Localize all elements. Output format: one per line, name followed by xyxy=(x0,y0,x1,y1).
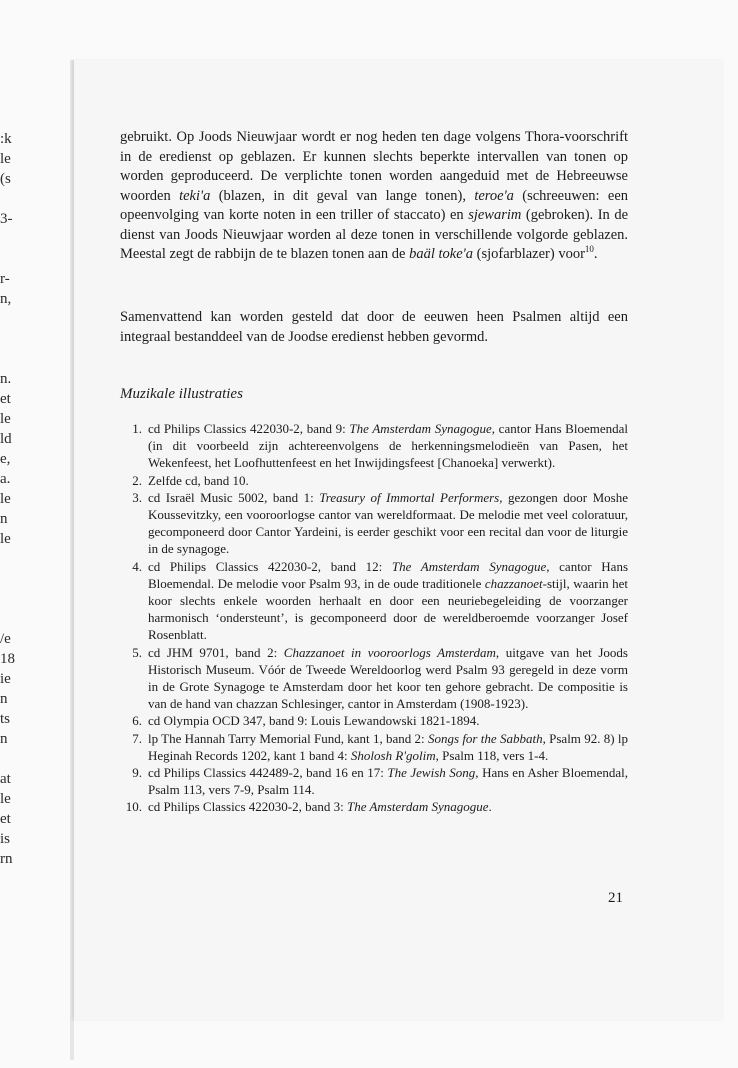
list-item xyxy=(120,489,628,558)
item-number: 4. xyxy=(132,558,142,574)
text-run: cd Israël Music 5002, band 1: xyxy=(148,489,320,505)
text-run: , Psalm 118, vers 1-4. xyxy=(435,747,549,763)
italic-term: baäl toke'a xyxy=(409,246,473,262)
margin-fragment: ts xyxy=(0,711,11,727)
text-run: cd JHM 9701, band 2: xyxy=(148,644,284,660)
text-run: -stijl, waarin het koor slechts enkele woorden herhaalt en door een neuriebegeleiding de voorzanger harmonisch ‘ondersteunt’, is gecomponeerd door de wereldberoemde voorzanger Josef Rosenblatt. xyxy=(148,575,629,643)
text-run: cd Olympia OCD 347, band 9: Louis Lewandowski 1821-1894. xyxy=(148,713,480,729)
list-item xyxy=(120,764,628,798)
margin-fragment: /e xyxy=(0,631,11,647)
text-run: , Psalm 92. 8) lp Heginah Records 1202, kant 1 band 4: xyxy=(148,730,629,763)
footnote-ref: 10 xyxy=(584,244,594,255)
list-item xyxy=(120,730,628,764)
list-item xyxy=(120,798,628,815)
margin-fragment: 3- xyxy=(0,211,13,227)
italic-term: teroe'a xyxy=(474,187,514,204)
text-run: lp The Hannah Tarry Memorial Fund, kant 1, band 2: xyxy=(148,730,428,746)
item-number: 7. xyxy=(132,730,142,746)
text-run: , uitgave van het Joods Historisch Museum. Vóór de Tweede Wereldoorlog werd Psalm 93 geregeld in deze vorm in de Grote Synagoge te Amsterdam door het koor ten gehore gebracht. De compositie is van de hand van chazzan Schlesinger, cantor in Amsterdam (1908-1923). xyxy=(148,644,628,712)
margin-fragment: n xyxy=(0,511,8,527)
margin-fragment: le xyxy=(0,151,11,167)
margin-fragment: a. xyxy=(0,471,11,487)
margin-fragment: le xyxy=(0,411,11,427)
italic-title: The Amsterdam Synagogue xyxy=(391,558,547,574)
margin-fragment: n xyxy=(0,731,8,747)
list-item xyxy=(120,420,628,472)
margin-fragment: is xyxy=(0,831,11,847)
italic-title: Chazzanoet in vooroorlogs Amsterdam xyxy=(283,644,496,660)
margin-fragment: et xyxy=(0,391,11,407)
italic-term: teki'a xyxy=(179,187,211,204)
text-run: (schreeuwen: een opeenvolging van korte noten in een triller of staccato) en xyxy=(120,187,629,223)
text-run: , gezongen door Moshe Koussevitzky, een vooroorlogse cantor van wereldformaat. De melodie met veel coloratuur, gecomponeerd door Cantor Yardeini, is eerder geschikt voor een recital dan voor de liturgie in de synagoge. xyxy=(148,489,629,557)
text-run: , cantor Hans Bloemendal. De melodie voor Psalm 93, in de oude traditionele xyxy=(148,558,629,591)
item-number: 5. xyxy=(132,644,142,660)
illustration-list xyxy=(120,420,628,816)
margin-fragment: r- xyxy=(0,271,10,287)
margin-fragment: le xyxy=(0,491,11,507)
margin-fragment: e, xyxy=(0,451,11,467)
margin-fragment: rn xyxy=(0,851,13,867)
margin-fragment: n. xyxy=(0,371,12,387)
text-run: (sjofarblazer) voor xyxy=(472,246,585,262)
margin-fragment: at xyxy=(0,771,11,787)
list-item xyxy=(120,712,628,729)
text-run: (gebroken). In de dienst van Joods Nieuwjaar worden al deze tonen in verschillende volgorde geblazen. Meestal zegt de rabbijn de te blazen tonen aan de xyxy=(120,207,629,262)
section-heading: Muzikale illustraties xyxy=(120,386,243,402)
body-paragraph-2: Samenvattend kan worden gesteld dat door de eeuwen heen Psalmen altijd een integraal bestanddeel van de Joodse eredienst hebben gevormd. xyxy=(120,309,628,345)
margin-fragment: ld xyxy=(0,431,12,447)
list-item xyxy=(120,472,628,489)
text-run: , Hans en Asher Bloemendal, Psalm 113, vers 7-9, Psalm 114. xyxy=(148,765,628,798)
list-item xyxy=(120,558,628,644)
margin-fragment: 18 xyxy=(0,651,15,667)
item-number: 9. xyxy=(132,765,142,781)
margin-fragment: :k xyxy=(0,131,12,147)
margin-fragment: (s xyxy=(0,171,11,187)
text-run: cd Philips Classics 422030-2, band 3: xyxy=(148,799,347,815)
italic-title: The Jewish Song xyxy=(387,765,476,781)
text-run: cd Philips Classics 422030-2, band 9: xyxy=(148,421,350,436)
italic-term: chazzanoet xyxy=(484,575,543,591)
margin-fragment: n, xyxy=(0,291,12,307)
italic-title: Sholosh R'golim xyxy=(350,747,436,763)
item-number: 2. xyxy=(132,472,142,488)
item-number: 10. xyxy=(125,799,142,815)
text-run: gebruikt. Op Joods Nieuwjaar wordt er nog heden ten dage volgens Thora-voorschrift in de eredienst op geblazen. Er kunnen slechts beperkte intervallen van tonen op worden geproduceerd. De verplichte tonen worden aangeduid met de Hebreeuwse woorden xyxy=(120,129,628,204)
text-run: cd Philips Classics 422030-2, band 12: xyxy=(148,558,392,574)
list-item xyxy=(120,644,628,713)
margin-fragment: n xyxy=(0,691,8,707)
italic-title: The Amsterdam Synagogue xyxy=(346,799,489,815)
text-run: (blazen, in dit geval van lange tonen), xyxy=(210,187,475,204)
item-number: 1. xyxy=(132,421,142,436)
italic-title: Treasury of Immortal Performers xyxy=(319,489,500,505)
body-paragraph-1 xyxy=(120,128,628,265)
margin-fragment: ie xyxy=(0,671,11,687)
page-number: 21 xyxy=(608,890,623,906)
italic-title: Songs for the Sabbath xyxy=(427,730,543,746)
margin-fragment: le xyxy=(0,531,11,547)
text-run: . xyxy=(593,246,598,262)
text-run: . xyxy=(488,799,492,815)
item-number: 3. xyxy=(132,489,142,505)
margin-fragment: et xyxy=(0,811,11,827)
text-run: , cantor Hans Bloemendal (in dit voorbeeld zijn achtereenvolgens de herkenningsmelodieën van Pasen, het Wekenfeest, het Loofhuttenfeest en het Inwijdingsfeest [Chanoeka] verwerkt). xyxy=(148,421,628,471)
italic-term: sjewarim xyxy=(468,207,522,223)
margin-fragment: le xyxy=(0,791,11,807)
text-run: Zelfde cd, band 10. xyxy=(148,472,249,488)
italic-title: The Amsterdam Synagogue xyxy=(349,421,492,436)
item-number: 6. xyxy=(132,713,142,729)
text-run: cd Philips Classics 442489-2, band 16 en 17: xyxy=(148,765,388,781)
